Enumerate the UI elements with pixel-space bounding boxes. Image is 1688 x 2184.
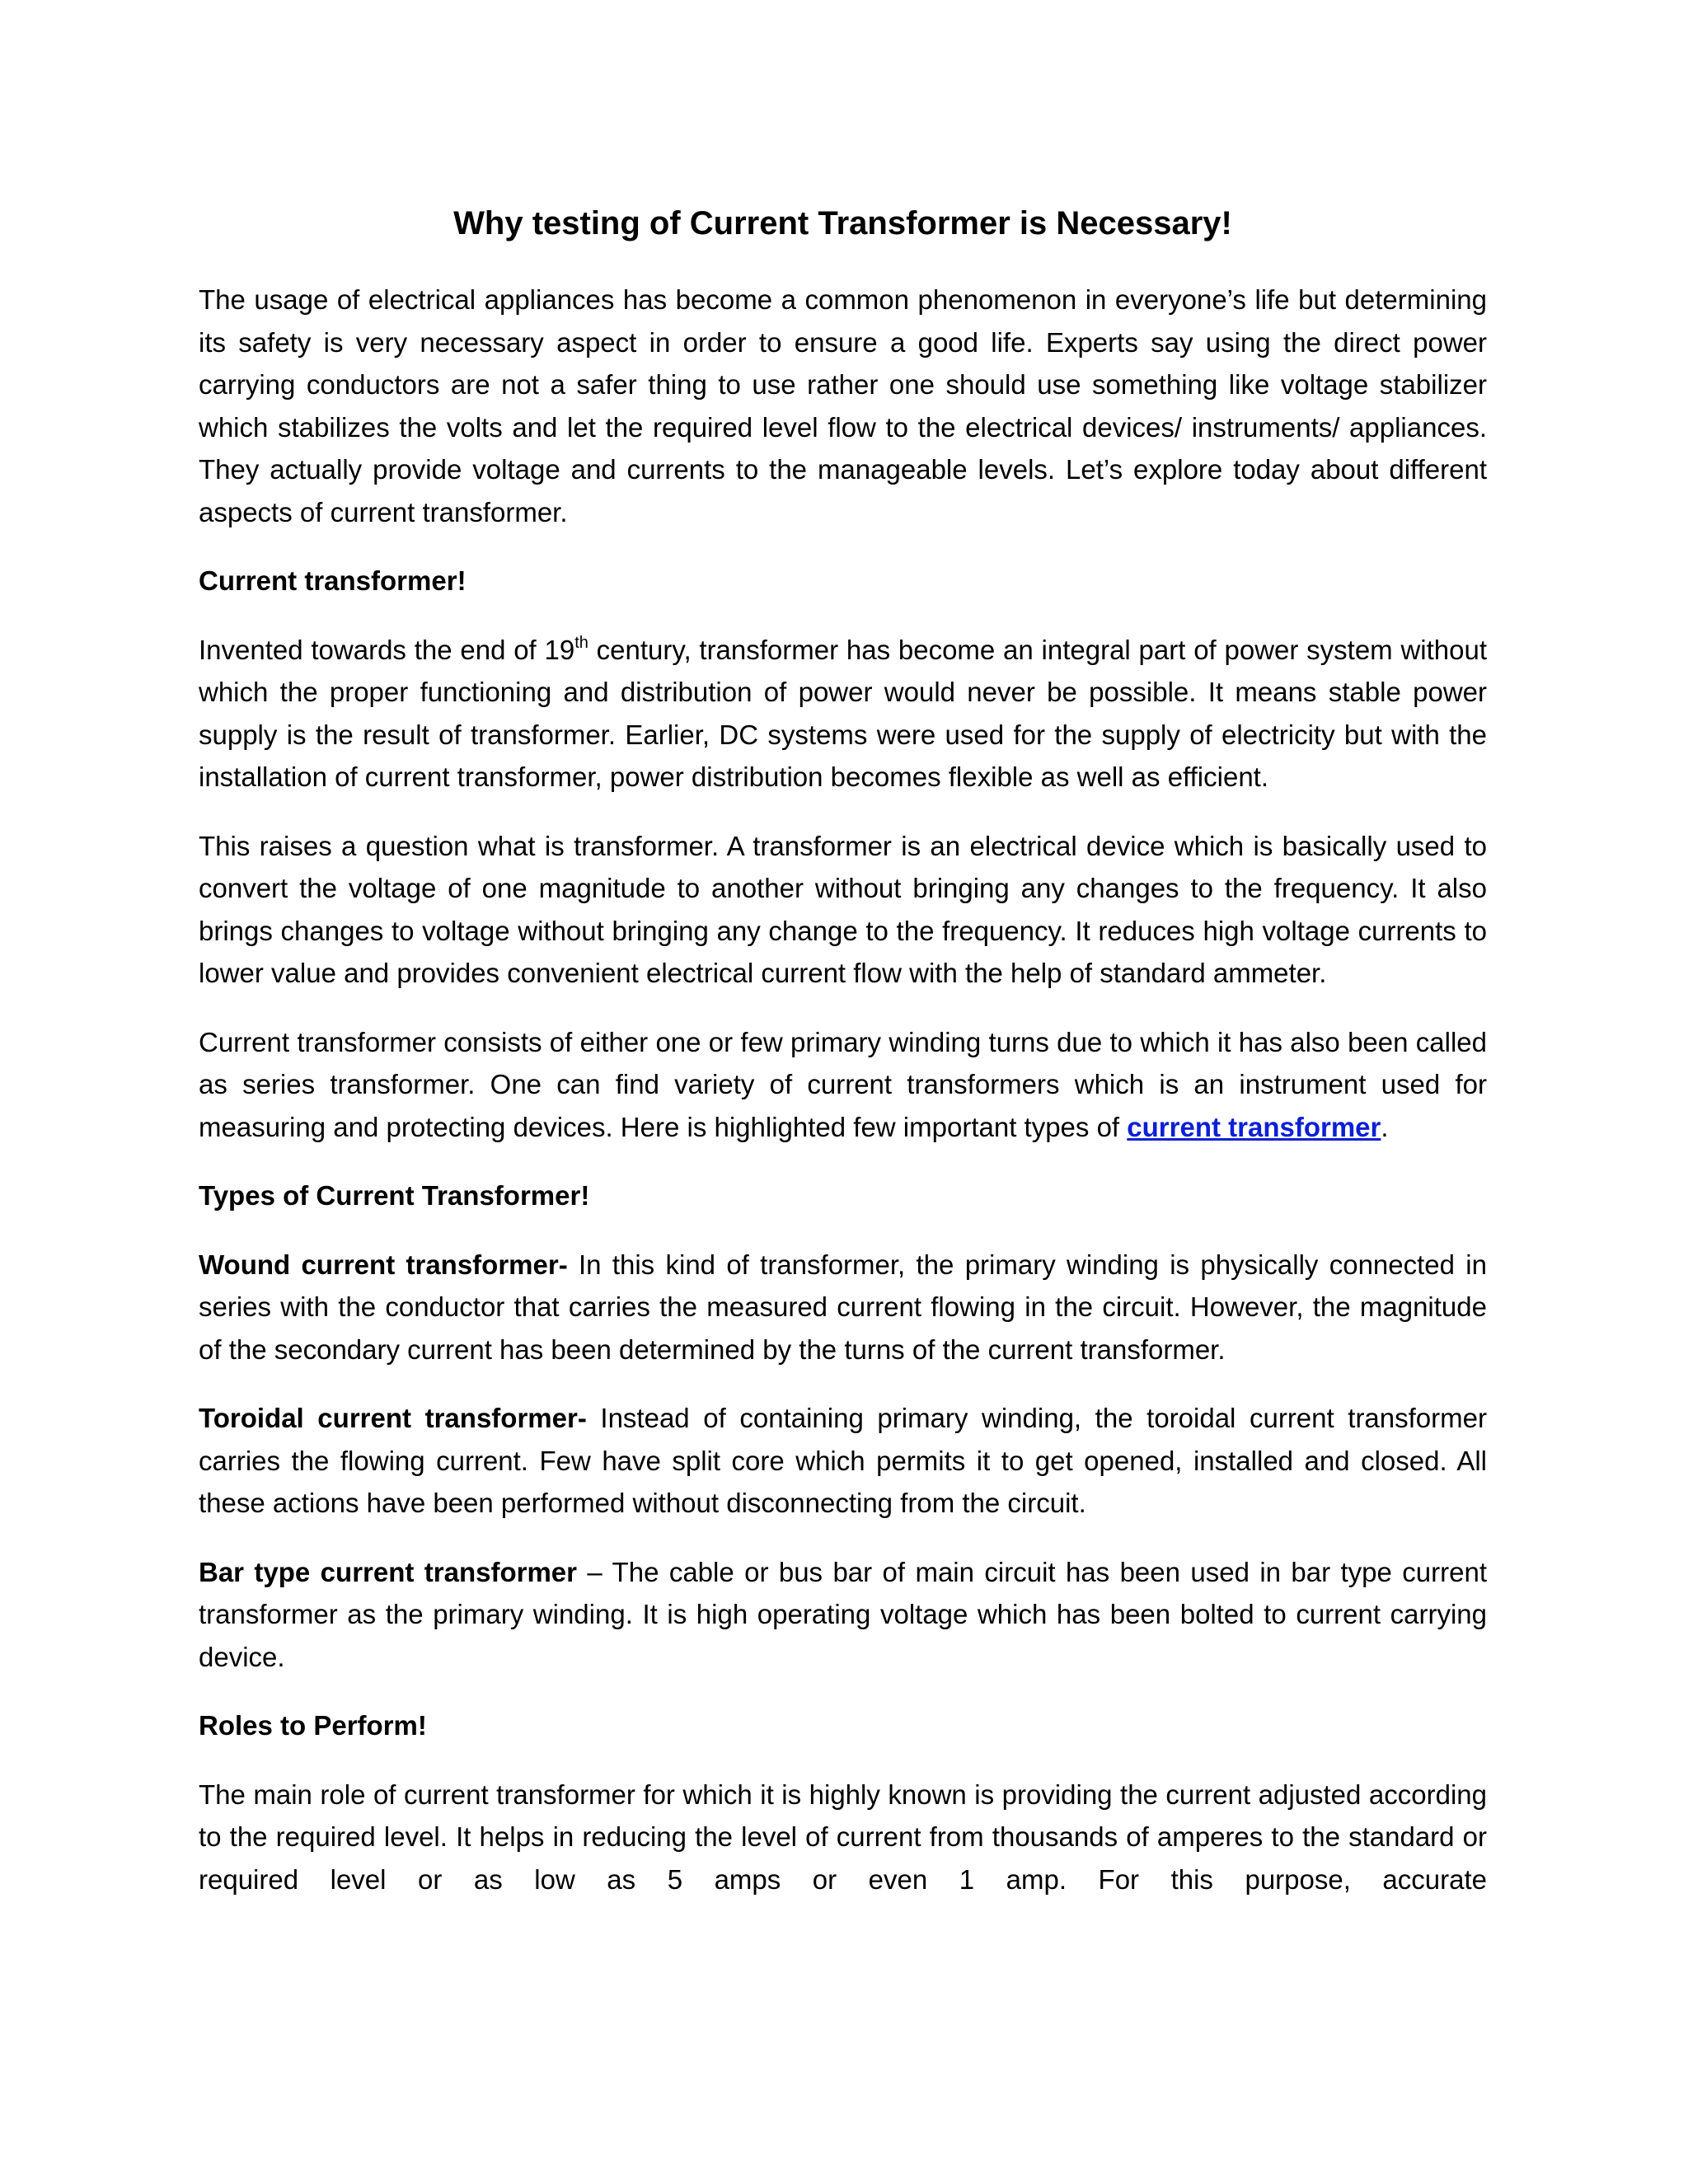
ordinal-suffix: th bbox=[574, 633, 588, 652]
page-title: Why testing of Current Transformer is Necessary! bbox=[453, 205, 1232, 241]
type-item-toroidal bbox=[199, 1397, 1487, 1525]
document-body bbox=[199, 194, 1487, 1927]
type-item-lead: Bar type current transformer bbox=[199, 1556, 577, 1587]
type-item-text: Instead of containing primary winding, the toroidal current transformer carries the flowing current. Few have split core which permits it to get opened, installed and closed. All these actions have been performed without disconnecting from the circuit. bbox=[199, 1403, 1487, 1518]
type-item-bar bbox=[199, 1551, 1487, 1679]
section-heading-current-transformer: Current transformer! bbox=[199, 565, 467, 596]
roles-paragraph: The main role of current transformer for which it is highly known is providing the current adjusted according to the required level. It helps in reducing the level of current from thousands of amperes to the standard or required level or as low as 5 amps or even 1 amp. For this purpose, accurate bbox=[199, 1779, 1487, 1895]
history-text-end: century, transformer has become an integral part of power system without which the proper functioning and distribution of power would never be possible. It means stable power supply is the result of transformer. Earlier, DC systems were used for the supply of electricity but with the installation of current transformer, power distribution becomes flexible as well as efficient. bbox=[199, 634, 1487, 792]
definition-paragraph: This raises a question what is transformer. A transformer is an electrical device which is basically used to convert the voltage of one magnitude to another without bringing any changes to the frequency. It also brings changes to voltage without bringing any change to the frequency. It reduces high voltage currents to lower value and provides convenient electrical current flow with the help of standard ammeter. bbox=[199, 830, 1487, 988]
series-text: Current transformer consists of either one or few primary winding turns due to which it has also been called as series transformer. One can find variety of current transformers which is an instrument used for measuring and protecting devices. Here is highlighted few important types of bbox=[199, 1026, 1487, 1142]
type-item-text: – The cable or bus bar of main circuit has been used in bar type current transformer as the primary winding. It is high operating voltage which has been bolted to current carrying device. bbox=[199, 1556, 1487, 1672]
type-item-wound bbox=[199, 1244, 1487, 1371]
series-text-end: . bbox=[1381, 1111, 1389, 1142]
history-paragraph bbox=[199, 629, 1487, 799]
intro-paragraph: The usage of electrical appliances has become a common phenomenon in everyone’s life but determining its safety is very necessary aspect in order to ensure a good life. Experts say using the direct power carrying conductors are not a safer thing to use rather one should use something like voltage stabilizer which stabilizes the volts and let the required level flow to the electrical devices/ instruments/ appliances. They actually provide voltage and currents to the manageable levels. Let’s explore today about different aspects of current transformer. bbox=[199, 284, 1487, 527]
type-item-lead: Wound current transformer- bbox=[199, 1249, 568, 1280]
section-heading-types: Types of Current Transformer! bbox=[199, 1180, 590, 1211]
current-transformer-link[interactable]: current transformer bbox=[1127, 1111, 1381, 1142]
type-item-lead: Toroidal current transformer- bbox=[199, 1403, 587, 1433]
series-transformer-paragraph bbox=[199, 1021, 1487, 1149]
history-text-start: Invented towards the end of 19 bbox=[199, 634, 575, 665]
type-item-text: In this kind of transformer, the primary winding is physically connected in series with the conductor that carries the measured current flowing in the circuit. However, the magnitude of the secondary current has been determined by the turns of the current transformer. bbox=[199, 1249, 1487, 1365]
section-heading-roles: Roles to Perform! bbox=[199, 1710, 427, 1741]
